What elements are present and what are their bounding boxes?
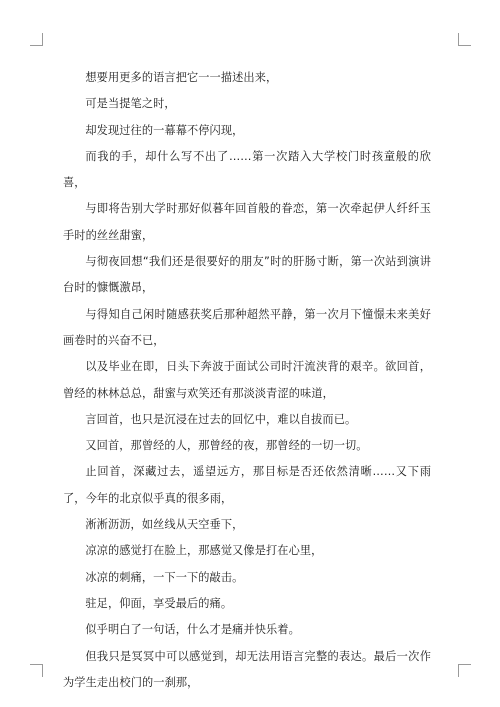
paragraph: 却发现过往的一幕幕不停闪现，: [85, 123, 244, 137]
paragraph: 想要用更多的语言把它一一描述出来，: [85, 71, 278, 84]
paragraph: 驻足，仰面，享受最后的痛。: [85, 596, 233, 610]
paragraph: 冰凉的刺痛，一下一下的敲击。: [85, 570, 244, 584]
paragraph: 言回首，也只是沉浸在过去的回忆中，难以自拔而已。: [85, 412, 357, 426]
paragraph: 可是当提笔之时，: [85, 97, 176, 111]
paragraph: 又回首，那曾经的人，那曾经的夜，那曾经的一切一切。: [85, 439, 368, 453]
paragraph: 与彻夜回想“我们还是很要好的朋友”时的肝肠寸断，第一次站到演讲台时的慷慨激昂，: [63, 255, 431, 295]
paragraph: 凉凉的感觉打在脸上，那感觉又像是打在心里，: [85, 544, 323, 558]
crop-mark-bottom-left: [30, 664, 43, 677]
paragraph: 与即将告别大学时那好似暮年回首般的眷恋，第一次牵起伊人纤纤玉手时的丝丝甜蜜，: [63, 202, 431, 242]
crop-mark-top-left: [30, 33, 43, 46]
paragraph: 但我只是冥冥中可以感觉到，却无法用语言完整的表达。最后一次作为学生走出校门的一刹那，: [63, 649, 431, 689]
paragraph: 以及毕业在即，日头下奔波于面试公司时汗流浃背的艰辛。欲回首，曾经的林林总总，甜蜜与欢笑还有那淡淡青涩的味道，: [63, 360, 431, 400]
paragraph: 淅淅沥沥，如丝线从天空垂下，: [85, 518, 244, 532]
crop-mark-top-right: [458, 33, 471, 46]
paragraph: 而我的手，却什么写不出了……第一次踏入大学校门时孩童般的欣喜，: [63, 149, 431, 190]
paragraph: 似乎明白了一句话，什么才是痛并快乐着。: [85, 623, 300, 637]
document-body: [63, 65, 431, 696]
crop-mark-bottom-right: [458, 664, 471, 677]
paragraph: 止回首，深藏过去，遥望远方，那目标是否还依然清晰……又下雨了，今年的北京似乎真的很多雨，: [63, 465, 431, 505]
paragraph: 与得知自己闲时随感获奖后那种超然平静，第一次月下憧憬未来美好画卷时的兴奋不已，: [63, 307, 431, 347]
